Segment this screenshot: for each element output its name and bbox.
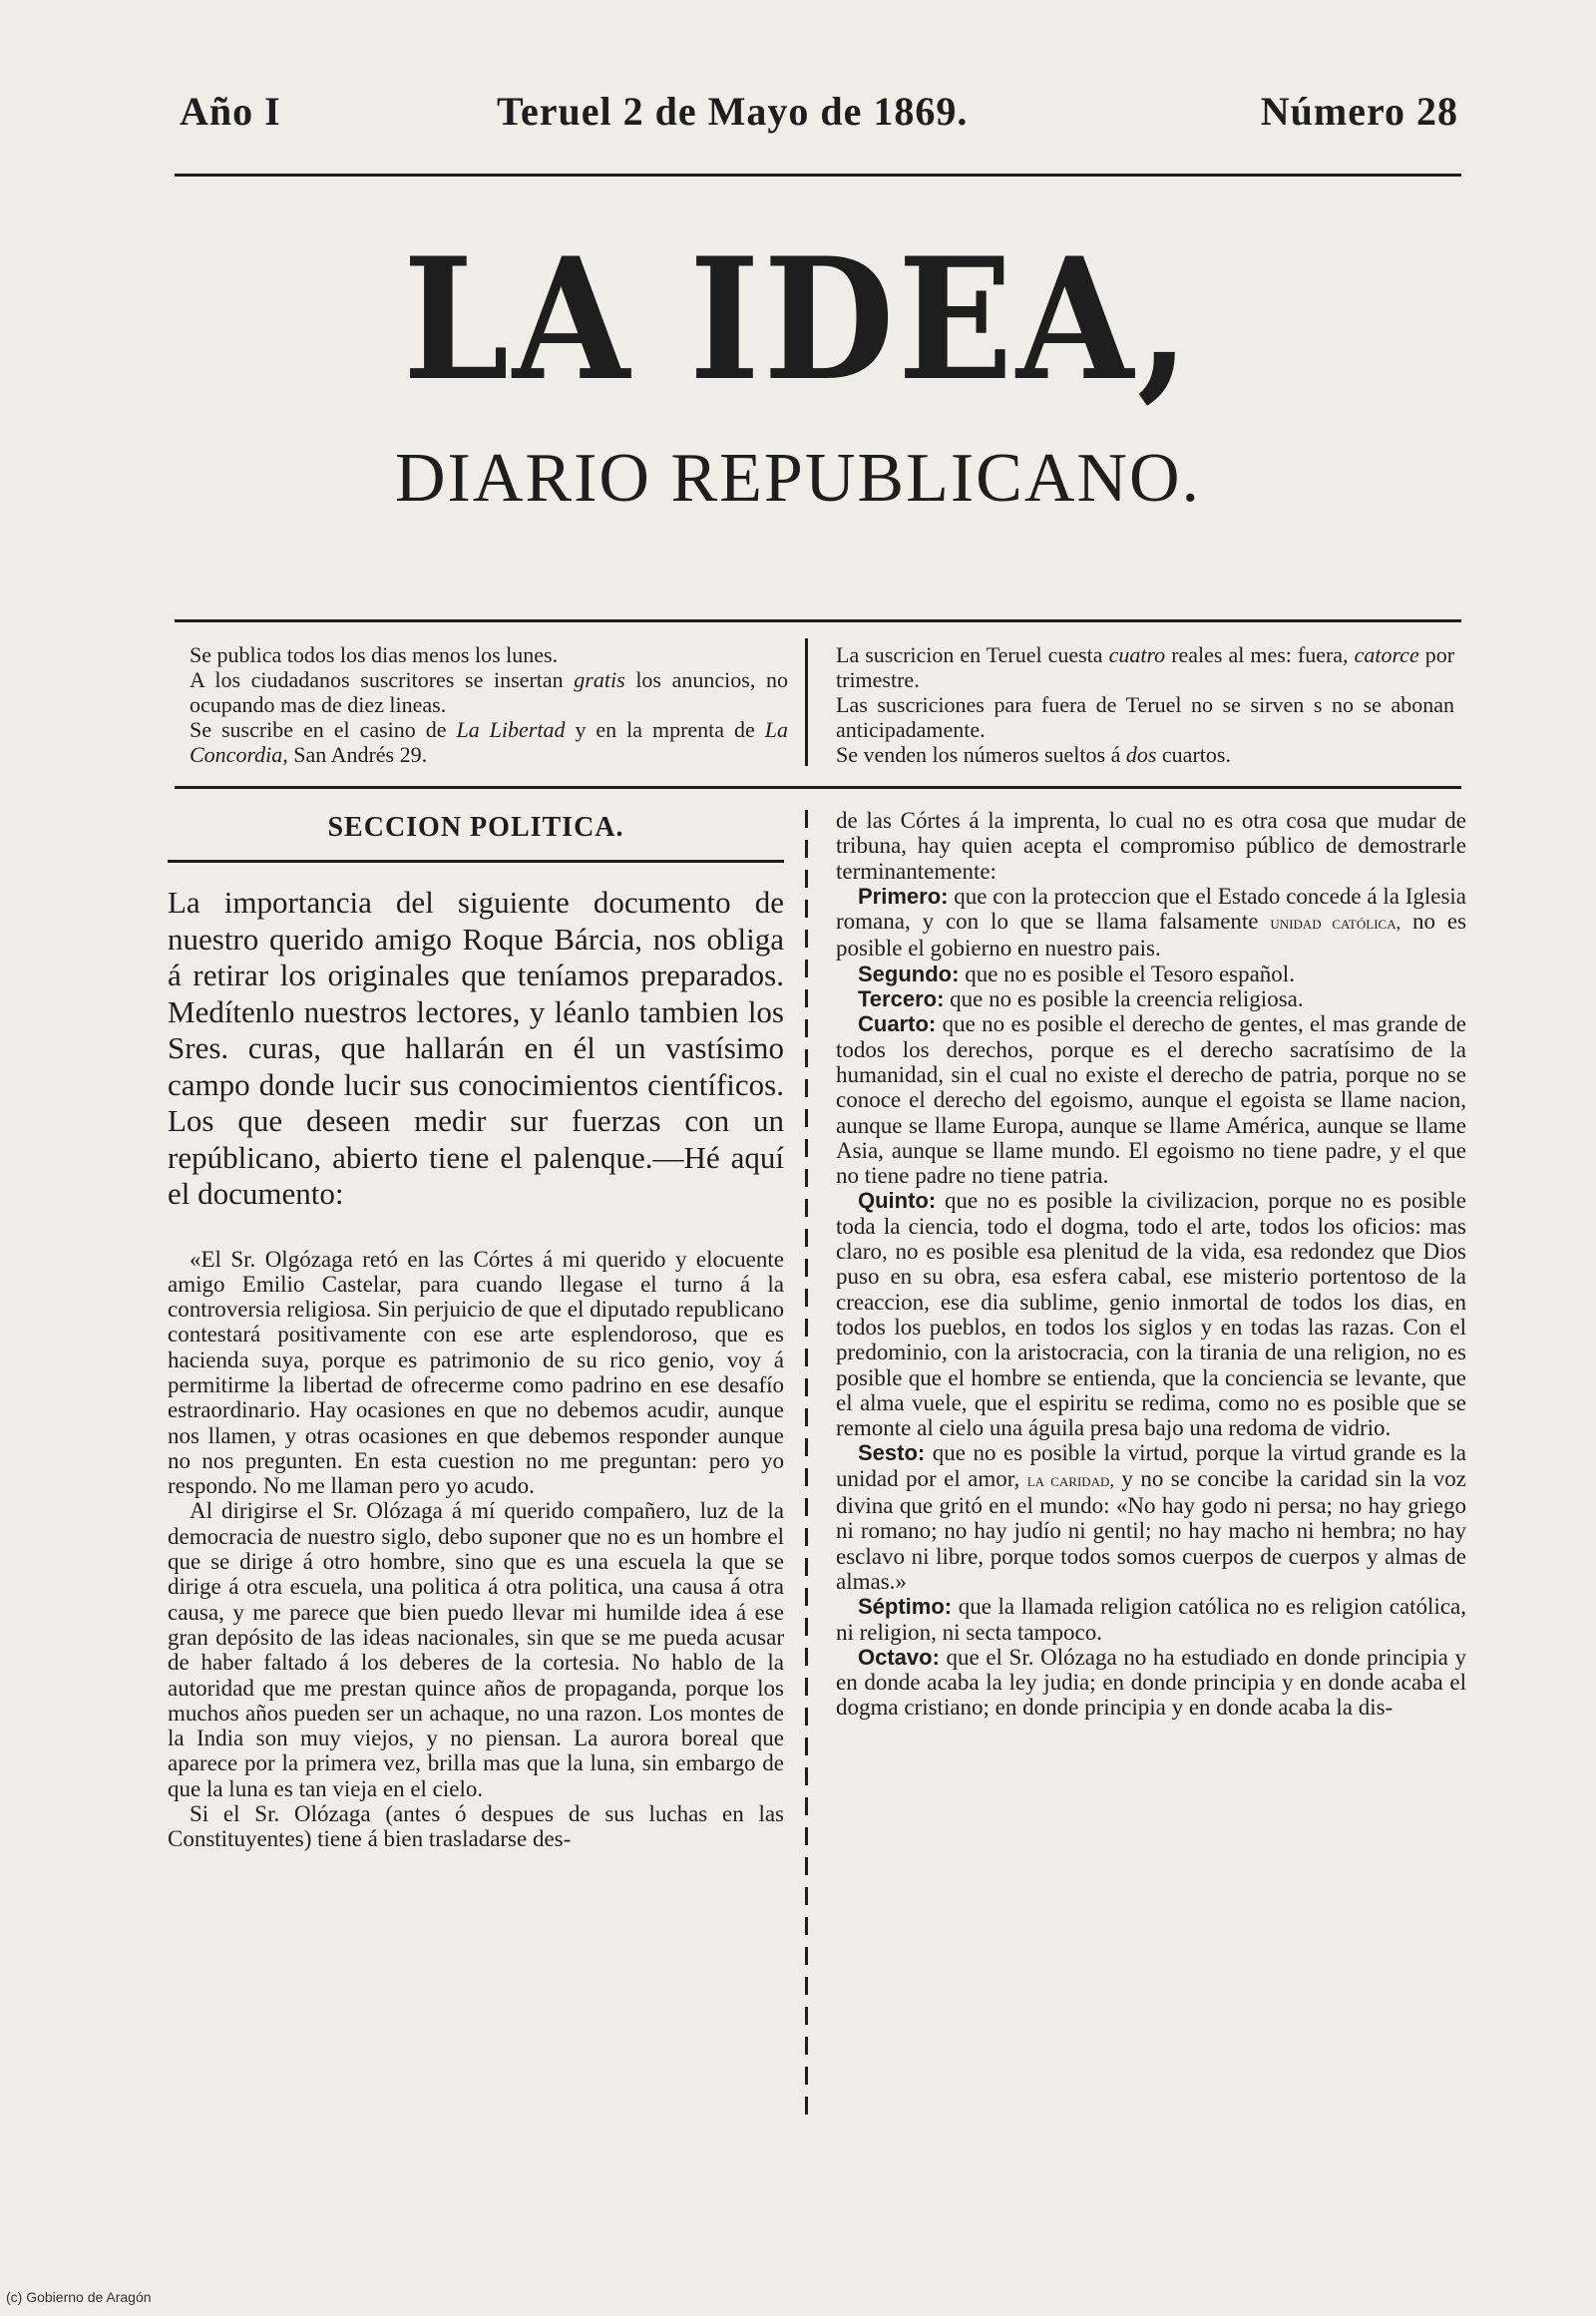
notice-line: La suscricion en Teruel cuesta <box>836 642 1103 667</box>
body-paragraph: Al dirigirse el Sr. Olózaga á mí querido compañero, luz de la democracia de nuestro siglo, debo suponer que no es un hombre el que se dirige á otro hombre, sino que es una escuela la que se dirige á otra escuela, una politica á otra politica, una causa á otra causa, y me parece que bien puedo llevar mi humilde idea á ese gran depósito de las ideas nacionales, sin que se me pueda acusar de haber faltado á los deberes de la cortesia. No hablo de la autoridad que me prestan quince años de propaganda, porque los muchos años pueden ser un achaque, no una razon. Los montes de la India son muy viejos, y no piensan. La aurora boreal que aparece por la primera vez, brilla mas que la luna, sin embargo de que la luna es tan vieja en el cielo. <box>168 1498 784 1801</box>
notice-line: reales al mes: fuera, <box>1171 642 1349 667</box>
point-item <box>836 884 1466 962</box>
point-text: que el Sr. Olózaga no ha estudiado en donde principia y en donde acaba la ley judia; en donde principia y en donde acaba el dogma cristiano; en donde principia y en donde acaba la dis- <box>836 1644 1466 1721</box>
point-label: Primero: <box>858 883 949 909</box>
point-item <box>836 962 1466 986</box>
notice-line: y en la mprenta de <box>575 717 755 742</box>
point-text: que no es posible la civilizacion, porque no es posible toda la ciencia, todo el dogma, todo el arte, todos los oficios: mas claro, no es posible esa plenitud de la vida, esa redondez que Dios puso en su obra, esa esfera cabal, ese misterio portentoso de la creaccion, ese dia sublime, genio inmortal de todos los dias, en todos los pueblos, en todos los siglos y en todas las razas. Con el predominio, con la aristocracia, con la tirania de una religion, no es posible que el hombre se entienda, que la conciencia se levante, que el alma vuele, que el espiritu se redima, como no es posible que se remonte al cielo una águila presa bajo una redoma de vidrio. <box>836 1188 1466 1441</box>
point-text: y no se concibe la caridad sin la voz divina que gritó en el mundo: «No hay godo ni persa; no hay griego ni romano; no hay judío ni gentil; no hay macho ni hembra; no hay esclavo ni libre, porque todos somos cuerpos de cuerpos y almas de almas.» <box>836 1465 1466 1594</box>
notice-line: Las suscriciones para fuera de Teruel no se sirven s no se abonan anticipadamente. <box>836 692 1454 742</box>
document-body-right <box>836 808 1466 1721</box>
notice-line: A los ciudadanos suscritores se insertan <box>190 667 564 692</box>
point-item <box>836 1645 1466 1721</box>
point-item <box>836 1188 1466 1440</box>
issue-number: Número 28 <box>1260 89 1458 134</box>
notice-line: Se venden los números sueltos á <box>836 742 1121 767</box>
point-item <box>836 1594 1466 1645</box>
point-text: que no es posible el derecho de gentes, el mas grande de todos los derechos, porque es el derecho sacratísimo de la humanidad, sin el cual no existe el derecho de patria, porque no se conoce el derecho del egoismo, aunque el egoista se llame nacion, aunque se llame Europa, aunque se llame América, aunque se llame Asia, aunque se llame mundo. El egoismo no tiene padre, y el que no tiene padre no tiene patria. <box>836 1011 1467 1189</box>
copyright-footer: (c) Gobierno de Aragón <box>6 2289 152 2305</box>
point-label: Quinto: <box>858 1188 937 1214</box>
point-label: Cuarto: <box>858 1011 937 1037</box>
body-paragraph: Si el Sr. Olózaga (antes ó despues de sus luchas en las Constituyentes) tiene á bien trasladarse des- <box>168 1801 784 1852</box>
section-rule <box>168 860 784 863</box>
right-column <box>836 808 1466 1721</box>
subscription-notice-left <box>190 642 788 767</box>
point-item <box>836 1440 1466 1594</box>
point-text: que no es posible la creencia religiosa. <box>950 986 1304 1012</box>
notice-line: Se publica todos los dias menos los lunes. <box>190 642 559 667</box>
notice-emphasis: cuatro <box>1108 642 1166 667</box>
column-divider <box>805 810 808 2115</box>
notice-emphasis: catorce <box>1354 642 1419 667</box>
left-column <box>168 808 784 1852</box>
subscription-notice-right <box>836 642 1454 767</box>
notice-emphasis: La Concordia, <box>190 717 788 767</box>
point-label: Octavo: <box>858 1644 940 1670</box>
notice-emphasis: gratis <box>574 667 625 692</box>
notice-top-rule <box>175 619 1461 622</box>
notice-emphasis: dos <box>1125 742 1157 767</box>
point-text: que la llamada religion católica no es religion católica, ni religion, ni secta tampoco. <box>836 1594 1466 1645</box>
newspaper-title: LA IDEA, <box>402 220 1194 418</box>
point-label: Tercero: <box>858 986 945 1012</box>
body-paragraph: «El Sr. Olgózaga retó en las Córtes á mi querido y elocuente amigo Emilio Castelar, para cuando llegase el turno á la controversia religiosa. Sin perjuicio de que el diputado republicano contestará positivamente con ese arte esplendoroso, que es hacienda suya, porque es patrimonio de su rico genio, voy á permitirme la libertad de ofrecerme como padrino en ese desafío estraordinario. Hay ocasiones en que no debemos acudir, aunque nos llamen, y otras ocasiones en que debemos responder aunque no nos pregunten. En esta cuestion no me preguntan: pero yo respondo. No me llaman pero yo acudo. <box>168 1246 784 1499</box>
lead-paragraph: La importancia del siguiente documento de nuestro querido amigo Roque Bárcia, nos obliga á retirar los originales que teníamos preparados. Medítenlo nuestros lectores, y léanlo tambien los Sres. curas, que hallarán en él un vastísimo campo donde lucir sus conocimientos científicos. Los que deseen medir sur fuerzas con un repúblicano, abierto tiene el palenque.—Hé aquí el documento: <box>168 885 784 1211</box>
notice-line: San Andrés 29. <box>293 742 428 767</box>
point-smallcaps: unidad católica, <box>1270 913 1401 934</box>
point-label: Séptimo: <box>858 1594 953 1620</box>
notice-bottom-rule <box>175 786 1461 789</box>
dateline: Teruel 2 de Mayo de 1869. <box>497 89 969 134</box>
notice-line: los anuncios, no ocupando mas de diez lineas. <box>190 667 788 717</box>
point-text: que no es posible el Tesoro español. <box>965 961 1295 986</box>
point-smallcaps: la caridad, <box>1026 1469 1114 1490</box>
point-label: Segundo: <box>858 961 960 986</box>
notice-line: por trimestre. <box>836 642 1455 692</box>
notice-emphasis: La Libertad <box>456 717 566 742</box>
point-item <box>836 1011 1466 1188</box>
point-text: que no es posible la virtud, porque la virtud grande es la unidad por el amor, <box>836 1440 1466 1491</box>
top-rule <box>175 174 1461 177</box>
body-paragraph: de las Córtes á la imprenta, lo cual no es otra cosa que mudar de tribuna, hay quien acepta el compromiso público de demostrarle terminantemente: <box>836 808 1466 884</box>
point-item <box>836 986 1466 1011</box>
masthead-row <box>180 88 1458 138</box>
document-body-left <box>168 1247 784 1852</box>
section-heading: SECCION POLITICA. <box>327 812 624 843</box>
issue-year: Año I <box>180 89 281 134</box>
notice-line: Se suscribe en el casino de <box>190 717 447 742</box>
notice-line: cuartos. <box>1161 742 1231 767</box>
point-text: no es posible el gobierno en nuestro pais. <box>836 909 1467 962</box>
newspaper-subtitle: DIARIO REPUBLICANO. <box>395 440 1201 517</box>
notice-divider <box>805 638 808 766</box>
point-label: Sesto: <box>858 1440 926 1466</box>
point-text: que con la proteccion que el Estado concede á la Iglesia romana, y con lo que se llama falsamente <box>836 883 1466 935</box>
